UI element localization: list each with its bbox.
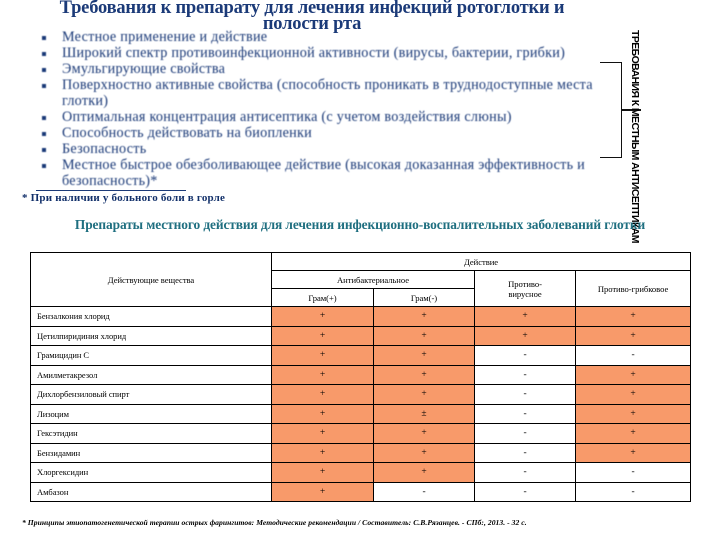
cell-gram-negative: ± [374,404,475,424]
cell-antiviral: - [475,385,576,405]
cell-gram-positive: + [272,307,374,327]
table-row [31,326,691,346]
table-header [31,253,691,307]
table-row [31,346,691,366]
cell-gram-positive: + [272,482,374,502]
header-antiviral [475,271,576,307]
table-row [31,404,691,424]
table-row [31,307,691,327]
cell-gram-positive: + [272,424,374,444]
header-gram-negative: Грам(-) [374,289,475,307]
requirement-bullet: Безопасность [34,142,594,158]
cell-gram-positive: + [272,463,374,483]
cell-antifungal: - [576,482,691,502]
cell-gram-negative: + [374,326,475,346]
requirement-bullet: Местное применение и действие [34,30,594,46]
footnote-divider [36,190,186,191]
cell-substance-name: Грамицидин С [31,346,272,366]
table-row [31,385,691,405]
table-heading: Препараты местного действия для лечения инфекционно-воспалительных заболеваний глотки [74,217,646,232]
cell-substance-name: Дихлорбензиловый спирт [31,385,272,405]
header-substance: Действующие вещества [31,253,272,307]
table-row [31,443,691,463]
cell-substance-name: Лизоцим [31,404,272,424]
requirements-bullet-list [34,30,594,190]
requirement-bullet: Способность действовать на биопленки [34,126,594,142]
table-row [31,482,691,502]
cell-antiviral: - [475,365,576,385]
requirement-bullet: Широкий спектр противоинфекционной активности (вирусы, бактерии, грибки) [34,46,594,62]
cell-substance-name: Бензалкония хлорид [31,307,272,327]
cell-gram-positive: + [272,404,374,424]
cell-substance-name: Бензидамин [31,443,272,463]
cell-antiviral: - [475,482,576,502]
table-body [31,307,691,502]
cell-antifungal: - [576,463,691,483]
vertical-side-caption: ТРЕБОВАНИЯ К МЕСТНЫМ АНТИСЕПТИКАМ [629,30,641,243]
cell-antifungal: + [576,443,691,463]
cell-antiviral: - [475,443,576,463]
slide-title: Требования к препарату для лечения инфекций ротоглотки и полости рта [59,0,565,34]
cell-antiviral: - [475,463,576,483]
table-source-footnote: * Принципы этиопатогенетической терапии острых фарингитов: Методические рекомендации / Составитель: С.В.Рязанцев. - СПб:, 2013. - 32 с. [22,518,527,527]
cell-substance-name: Амилметакрезол [31,365,272,385]
cell-gram-negative: + [374,365,475,385]
cell-gram-positive: + [272,365,374,385]
header-action: Действие [272,253,691,271]
cell-gram-negative: + [374,385,475,405]
slide-footnote: * При наличии у больного боли в горле [22,192,226,204]
table-row [31,424,691,444]
requirement-bullet: Эмульгирующие свойства [34,62,594,78]
cell-gram-positive: + [272,443,374,463]
table-row [31,463,691,483]
header-antiviral-line1: Противо- [508,278,542,289]
header-gram-positive: Грам(+) [272,289,374,307]
cell-antiviral: - [475,346,576,366]
cell-gram-negative: + [374,443,475,463]
table-row [31,365,691,385]
grouping-brace [600,62,622,158]
cell-gram-positive: + [272,326,374,346]
cell-antiviral: + [475,307,576,327]
cell-antifungal: + [576,365,691,385]
cell-antifungal: - [576,346,691,366]
table-header-row-1 [31,253,691,271]
cell-substance-name: Амбазон [31,482,272,502]
cell-antifungal: + [576,404,691,424]
cell-antifungal: + [576,326,691,346]
requirement-bullet: Поверхностно активные свойства (способность проникать в труднодоступные места глотки) [34,78,594,109]
cell-gram-negative: + [374,463,475,483]
cell-antiviral: - [475,404,576,424]
cell-antiviral: + [475,326,576,346]
header-antibacterial: Антибактериальное [272,271,475,289]
cell-gram-negative: + [374,346,475,366]
cell-substance-name: Цетилпиридиния хлорид [31,326,272,346]
cell-antiviral: - [475,424,576,444]
cell-gram-negative: + [374,424,475,444]
cell-substance-name: Гексэтидин [31,424,272,444]
cell-antifungal: + [576,307,691,327]
header-antifungal: Противо-грибковое [576,271,691,307]
header-antiviral-line2: вирусное [508,288,542,299]
requirement-bullet: Местное быстрое обезболивающее действие (высокая доказанная эффективность и безопасность)* [34,158,594,189]
cell-gram-negative: + [374,307,475,327]
requirement-bullet: Оптимальная концентрация антисептика (с учетом воздействия слюны) [34,110,594,126]
cell-substance-name: Хлоргексидин [31,463,272,483]
cell-antifungal: + [576,424,691,444]
cell-antifungal: + [576,385,691,405]
cell-gram-positive: + [272,346,374,366]
cell-gram-positive: + [272,385,374,405]
cell-gram-negative: - [374,482,475,502]
drug-activity-table [30,252,691,502]
